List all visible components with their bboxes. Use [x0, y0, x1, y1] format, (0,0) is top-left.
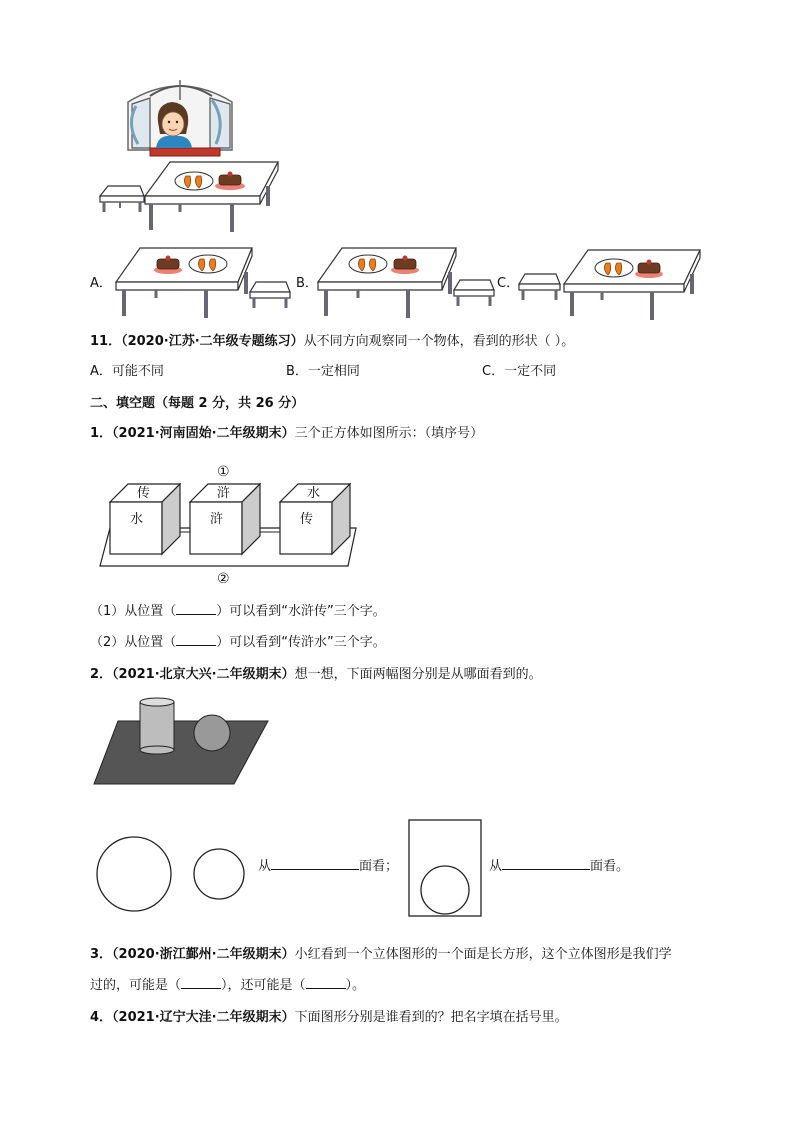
- option-c-label: C．: [497, 276, 520, 291]
- question-3: [90, 947, 672, 963]
- sub-text: ）可以看到“传浒水”三个字。: [216, 635, 386, 650]
- sub-text: （1）从位置（: [90, 604, 177, 619]
- question-stem: 三个正方体如图所示：（填序号）: [294, 426, 484, 441]
- question-source: （2020·浙江鄞州·二年级期末）: [112, 947, 295, 962]
- cube-3-front-char: 传: [300, 512, 314, 527]
- question-stem: 小红看到一个立体图形的一个面是长方形，这个立体图形是我们学: [294, 947, 672, 962]
- option-b-label: B．: [296, 276, 318, 291]
- question-source: （2021·北京大兴·二年级期末）: [112, 667, 295, 682]
- option-a-label: A．: [90, 276, 112, 291]
- question-number: 4．: [90, 1010, 113, 1025]
- q2-view-2-answer: [489, 859, 629, 875]
- question-4: [90, 1010, 568, 1026]
- q3-text: 过的，可能是（: [90, 978, 182, 993]
- from-text: 从: [489, 859, 503, 874]
- sphere-icon: [194, 715, 230, 751]
- question-stem: 想一想，下面两幅图分别是从哪面看到的。: [294, 667, 542, 682]
- question-number: 1．: [90, 426, 113, 441]
- position-2-label: ②: [217, 571, 230, 587]
- q3-text: ）。: [345, 978, 366, 993]
- sub-text: ）可以看到“水浒传”三个字。: [216, 604, 386, 619]
- question-source: （2021·辽宁大洼·二年级期末）: [112, 1010, 295, 1025]
- cube-1-front-char: 水: [130, 512, 144, 527]
- see-text: 面看。: [590, 859, 630, 874]
- question-3-line-2: [90, 978, 365, 994]
- position-1-label: ①: [217, 464, 230, 480]
- question-number: 3．: [90, 947, 113, 962]
- question-number: 11．: [90, 334, 122, 349]
- q2-view-1-answer: [258, 859, 398, 875]
- cube-3-top-char: 水: [307, 486, 321, 501]
- section-title: 二、填空题（每题 2 分，共 26 分）: [90, 396, 305, 411]
- small-circle-view: [194, 849, 244, 899]
- answer-blank[interactable]: [181, 988, 221, 989]
- question-source: （2021·河南固始·二年级期末）: [112, 426, 295, 441]
- q11-option-c: C．一定不同: [482, 364, 557, 379]
- cube-1-top-char: 传: [137, 486, 151, 501]
- q3-text: ），还可能是（: [221, 978, 306, 993]
- cube-2-front-char: 浒: [210, 512, 224, 527]
- answer-blank[interactable]: [502, 869, 590, 870]
- question-stem: 从不同方向观察同一个物体，看到的形状（ ）。: [303, 334, 575, 349]
- from-text: 从: [258, 859, 272, 874]
- cube-2-top-char: 浒: [217, 486, 231, 501]
- answer-blank[interactable]: [306, 988, 346, 989]
- question-number: 2．: [90, 667, 113, 682]
- answer-blank[interactable]: [271, 869, 359, 870]
- question-stem: 下面图形分别是谁看到的？把名字填在括号里。: [294, 1010, 568, 1025]
- sub-text: （2）从位置（: [90, 635, 177, 650]
- question-source: （2020·江苏·二年级专题练习）: [121, 334, 304, 349]
- q11-option-a: A．可能不同: [90, 364, 164, 379]
- cylinder-icon: [140, 698, 174, 754]
- see-text: 面看；: [359, 859, 399, 874]
- q11-option-b: B．一定相同: [286, 364, 360, 379]
- large-circle-view: [97, 837, 171, 911]
